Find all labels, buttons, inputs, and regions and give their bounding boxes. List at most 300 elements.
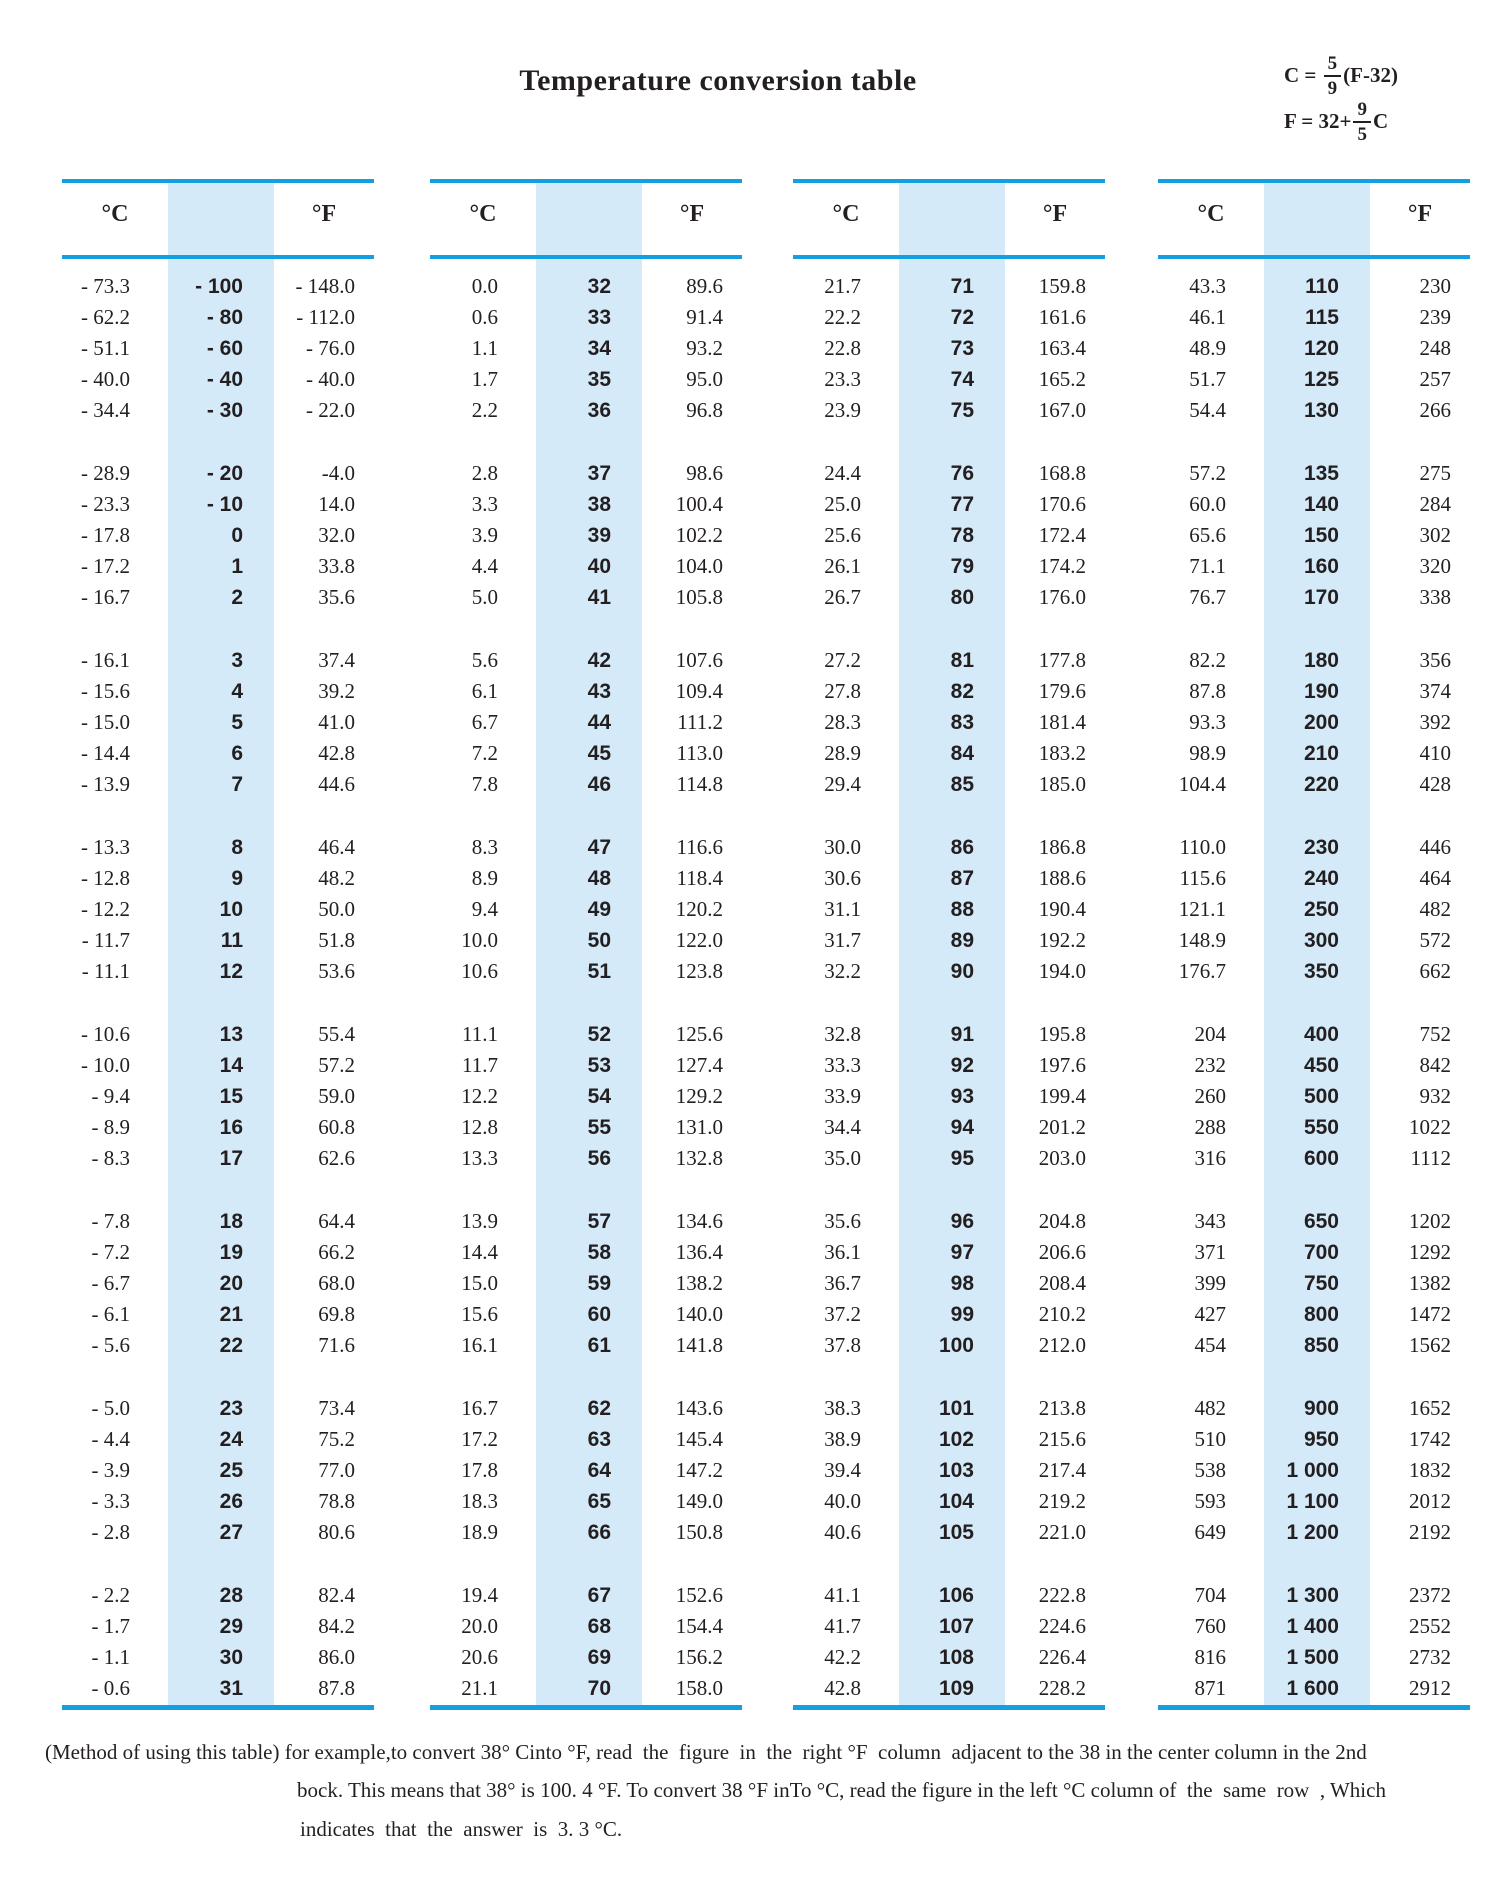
- cell-celsius: 37.2: [824, 1302, 861, 1326]
- cell-celsius: - 10.0: [81, 1053, 130, 1077]
- row-band: [793, 1019, 1105, 1174]
- cell-center-value: 28: [219, 1583, 243, 1607]
- cell-fahrenheit: 1562: [1409, 1333, 1451, 1357]
- cell-celsius: - 7.8: [91, 1209, 130, 1233]
- cell-fahrenheit: 208.4: [1038, 1271, 1086, 1295]
- cell-center-value: - 10: [206, 492, 243, 516]
- cell-celsius: 87.8: [1189, 679, 1226, 703]
- cell-center-value: 3: [231, 648, 243, 672]
- cell-fahrenheit: 752: [1419, 1022, 1451, 1046]
- table-row: [430, 489, 742, 520]
- cell-celsius: - 16.1: [81, 648, 130, 672]
- cell-center-value: 110: [1305, 274, 1339, 298]
- cell-center-value: 91: [950, 1022, 974, 1046]
- cell-fahrenheit: 266: [1419, 398, 1451, 422]
- cell-center-value: 14: [219, 1053, 243, 1077]
- table-row: [1158, 1673, 1470, 1704]
- cell-fahrenheit: 122.0: [675, 928, 723, 952]
- cell-center-value: 39: [587, 523, 611, 547]
- cell-celsius: 110.0: [1179, 835, 1226, 859]
- cell-celsius: 3.9: [471, 523, 498, 547]
- cell-center-value: 900: [1303, 1396, 1339, 1420]
- cell-center-value: 200: [1303, 710, 1339, 734]
- formula-c-from-f: [1284, 52, 1398, 98]
- table-row: [1158, 1112, 1470, 1143]
- cell-center-value: 63: [587, 1427, 611, 1451]
- row-band: [1158, 1393, 1470, 1548]
- table-row: [62, 1237, 374, 1268]
- cell-celsius: 24.4: [824, 461, 861, 485]
- table-row: [793, 769, 1105, 800]
- cell-fahrenheit: 57.2: [318, 1053, 355, 1077]
- cell-center-value: 59: [587, 1271, 611, 1295]
- cell-fahrenheit: 2192: [1409, 1520, 1451, 1544]
- table-row: [793, 271, 1105, 302]
- cell-celsius: 26.1: [824, 554, 861, 578]
- fraction-numerator: 5: [1324, 53, 1342, 77]
- cell-center-value: 51: [587, 959, 611, 983]
- cell-celsius: - 2.2: [91, 1583, 130, 1607]
- cell-fahrenheit: 179.6: [1038, 679, 1086, 703]
- cell-center-value: 25: [219, 1458, 243, 1482]
- cell-fahrenheit: 95.0: [686, 367, 723, 391]
- cell-fahrenheit: 123.8: [675, 959, 723, 983]
- cell-center-value: 180: [1303, 648, 1339, 672]
- cell-fahrenheit: 192.2: [1038, 928, 1086, 952]
- table-row: [793, 1019, 1105, 1050]
- cell-fahrenheit: 62.6: [318, 1146, 355, 1170]
- table-row: [430, 1330, 742, 1361]
- cell-fahrenheit: 33.8: [318, 554, 355, 578]
- cell-celsius: 121.1: [1178, 897, 1226, 921]
- cell-center-value: 19: [219, 1240, 243, 1264]
- cell-center-value: 72: [950, 305, 974, 329]
- table-row: [1158, 1299, 1470, 1330]
- cell-celsius: 76.7: [1189, 585, 1226, 609]
- cell-center-value: 12: [219, 959, 243, 983]
- cell-center-value: 20: [219, 1271, 243, 1295]
- cell-celsius: 260: [1194, 1084, 1226, 1108]
- cell-celsius: 593: [1194, 1489, 1226, 1513]
- cell-center-value: 32: [587, 274, 611, 298]
- table-row: [1158, 1019, 1470, 1050]
- formula-text: C: [1372, 108, 1389, 133]
- cell-celsius: 3.3: [471, 492, 498, 516]
- table-row: [430, 551, 742, 582]
- cell-center-value: 83: [950, 710, 974, 734]
- cell-center-value: 41: [587, 585, 611, 609]
- cell-fahrenheit: 138.2: [675, 1271, 723, 1295]
- cell-celsius: 19.4: [461, 1583, 498, 1607]
- cell-fahrenheit: 464: [1419, 866, 1451, 890]
- cell-fahrenheit: 168.8: [1038, 461, 1086, 485]
- cell-celsius: - 17.8: [81, 523, 130, 547]
- row-band: [793, 458, 1105, 613]
- cell-center-value: 24: [219, 1427, 243, 1451]
- cell-center-value: 79: [950, 554, 974, 578]
- cell-celsius: 12.8: [461, 1115, 498, 1139]
- cell-center-value: 108: [938, 1645, 974, 1669]
- cell-fahrenheit: 60.8: [318, 1115, 355, 1139]
- fraction-numerator: 9: [1353, 99, 1371, 123]
- cell-fahrenheit: 161.6: [1038, 305, 1086, 329]
- cell-celsius: 21.1: [461, 1676, 498, 1700]
- table-row: [430, 1237, 742, 1268]
- cell-center-value: 53: [587, 1053, 611, 1077]
- cell-celsius: 4.4: [471, 554, 498, 578]
- table-row: [430, 458, 742, 489]
- cell-celsius: - 10.6: [81, 1022, 130, 1046]
- table-row: [62, 1455, 374, 1486]
- table-row: [793, 1237, 1105, 1268]
- cell-center-value: 95: [950, 1146, 974, 1170]
- cell-fahrenheit: 131.0: [675, 1115, 723, 1139]
- cell-fahrenheit: 257: [1419, 367, 1451, 391]
- cell-celsius: 22.2: [824, 305, 861, 329]
- table-row: [1158, 520, 1470, 551]
- cell-celsius: 5.0: [471, 585, 498, 609]
- cell-celsius: - 0.6: [91, 1676, 130, 1700]
- table-row: [793, 1299, 1105, 1330]
- cell-celsius: 54.4: [1189, 398, 1226, 422]
- cell-celsius: 13.3: [461, 1146, 498, 1170]
- cell-fahrenheit: 446: [1419, 835, 1451, 859]
- cell-celsius: 288: [1194, 1115, 1226, 1139]
- table-row: [1158, 1455, 1470, 1486]
- cell-center-value: 27: [219, 1520, 243, 1544]
- cell-center-value: 67: [587, 1583, 611, 1607]
- cell-center-value: 73: [950, 336, 974, 360]
- cell-center-value: 71: [950, 274, 974, 298]
- rule-top: [1158, 179, 1470, 183]
- cell-celsius: 46.1: [1189, 305, 1226, 329]
- table-row: [430, 1393, 742, 1424]
- cell-center-value: 210: [1303, 741, 1339, 765]
- cell-fahrenheit: 572: [1419, 928, 1451, 952]
- cell-celsius: 6.7: [471, 710, 498, 734]
- row-band: [1158, 645, 1470, 800]
- cell-center-value: 1 200: [1286, 1520, 1339, 1544]
- cell-fahrenheit: 1022: [1409, 1115, 1451, 1139]
- cell-center-value: 85: [950, 772, 974, 796]
- cell-center-value: 90: [950, 959, 974, 983]
- cell-center-value: 65: [587, 1489, 611, 1513]
- table-row: [430, 1424, 742, 1455]
- footer-line-1: (Method of using this table) for example,to convert 38° Cinto °F, read the figure in the right °F column adjacent to the 38 in the center column in the 2nd: [45, 1740, 1367, 1764]
- conversion-formulas: [1284, 52, 1398, 144]
- cell-center-value: 9: [231, 866, 243, 890]
- cell-center-value: 103: [938, 1458, 974, 1482]
- row-band: [430, 1580, 742, 1704]
- table-row: [793, 1393, 1105, 1424]
- footer-line-2: bock. This means that 38° is 100. 4 °F. To convert 38 °F inTo °C, read the figure in the left °C column of the same row , Which: [297, 1778, 1386, 1802]
- cell-center-value: 62: [587, 1396, 611, 1420]
- conversion-group: [62, 179, 374, 1710]
- cell-fahrenheit: 177.8: [1038, 648, 1086, 672]
- table-row: [62, 676, 374, 707]
- cell-celsius: 35.0: [824, 1146, 861, 1170]
- table-row: [430, 1019, 742, 1050]
- cell-celsius: 98.9: [1189, 741, 1226, 765]
- cell-celsius: - 15.0: [81, 710, 130, 734]
- cell-fahrenheit: 143.6: [675, 1396, 723, 1420]
- table-row: [430, 1486, 742, 1517]
- row-band: [1158, 271, 1470, 426]
- cell-center-value: 38: [587, 492, 611, 516]
- cell-fahrenheit: 195.8: [1038, 1022, 1086, 1046]
- cell-fahrenheit: 50.0: [318, 897, 355, 921]
- cell-fahrenheit: 89.6: [686, 274, 723, 298]
- row-band: [1158, 832, 1470, 987]
- cell-center-value: 42: [587, 648, 611, 672]
- cell-center-value: 40: [587, 554, 611, 578]
- table-row: [1158, 1486, 1470, 1517]
- cell-fahrenheit: 53.6: [318, 959, 355, 983]
- cell-celsius: 16.1: [461, 1333, 498, 1357]
- cell-celsius: 25.6: [824, 523, 861, 547]
- table-row: [62, 582, 374, 613]
- cell-fahrenheit: 206.6: [1038, 1240, 1086, 1264]
- cell-fahrenheit: 239: [1419, 305, 1451, 329]
- cell-center-value: 1 500: [1286, 1645, 1339, 1669]
- cell-center-value: 11: [220, 928, 243, 952]
- cell-fahrenheit: 2732: [1409, 1645, 1451, 1669]
- table-row: [62, 1580, 374, 1611]
- cell-fahrenheit: 100.4: [675, 492, 723, 516]
- cell-fahrenheit: 170.6: [1038, 492, 1086, 516]
- cell-celsius: 10.6: [461, 959, 498, 983]
- cell-center-value: 0: [231, 523, 243, 547]
- table-row: [430, 925, 742, 956]
- cell-center-value: 92: [950, 1053, 974, 1077]
- cell-fahrenheit: 194.0: [1038, 959, 1086, 983]
- row-band: [430, 1019, 742, 1174]
- table-row: [62, 894, 374, 925]
- table-row: [62, 395, 374, 426]
- cell-celsius: 93.3: [1189, 710, 1226, 734]
- cell-celsius: 11.7: [462, 1053, 498, 1077]
- cell-celsius: 37.8: [824, 1333, 861, 1357]
- cell-celsius: 316: [1194, 1146, 1226, 1170]
- cell-celsius: - 51.1: [81, 336, 130, 360]
- table-row: [793, 1268, 1105, 1299]
- cell-center-value: 104: [938, 1489, 974, 1513]
- row-band: [793, 271, 1105, 426]
- cell-celsius: 12.2: [461, 1084, 498, 1108]
- cell-fahrenheit: 140.0: [675, 1302, 723, 1326]
- table-row: [1158, 925, 1470, 956]
- table-row: [430, 1143, 742, 1174]
- cell-celsius: - 13.9: [81, 772, 130, 796]
- cell-celsius: 9.4: [471, 897, 498, 921]
- cell-celsius: 35.6: [824, 1209, 861, 1233]
- cell-center-value: 61: [587, 1333, 611, 1357]
- fraction-denominator: 9: [1327, 77, 1338, 99]
- row-band: [793, 1206, 1105, 1361]
- cell-center-value: 13: [219, 1022, 243, 1046]
- cell-celsius: 31.7: [824, 928, 861, 952]
- table-row: [430, 1580, 742, 1611]
- cell-center-value: 77: [950, 492, 974, 516]
- table-row: [1158, 1517, 1470, 1548]
- cell-fahrenheit: 14.0: [318, 492, 355, 516]
- cell-center-value: 700: [1303, 1240, 1339, 1264]
- cell-fahrenheit: 42.8: [318, 741, 355, 765]
- cell-fahrenheit: 93.2: [686, 336, 723, 360]
- cell-celsius: 15.0: [461, 1271, 498, 1295]
- table-row: [62, 271, 374, 302]
- row-band: [62, 1206, 374, 1361]
- cell-center-value: 60: [587, 1302, 611, 1326]
- table-row: [62, 364, 374, 395]
- cell-fahrenheit: 78.8: [318, 1489, 355, 1513]
- cell-center-value: 69: [587, 1645, 611, 1669]
- cell-center-value: 115: [1305, 305, 1339, 329]
- table-row: [1158, 1611, 1470, 1642]
- cell-fahrenheit: 174.2: [1038, 554, 1086, 578]
- table-row: [1158, 769, 1470, 800]
- cell-center-value: 58: [587, 1240, 611, 1264]
- cell-fahrenheit: 2012: [1409, 1489, 1451, 1513]
- cell-celsius: 36.1: [824, 1240, 861, 1264]
- cell-center-value: 150: [1303, 523, 1339, 547]
- conversion-group: [793, 179, 1105, 1710]
- cell-fahrenheit: 410: [1419, 741, 1451, 765]
- table-row: [430, 676, 742, 707]
- header-celsius: °C: [101, 201, 129, 227]
- cell-center-value: 300: [1303, 928, 1339, 952]
- cell-celsius: 28.3: [824, 710, 861, 734]
- cell-fahrenheit: 181.4: [1038, 710, 1086, 734]
- cell-center-value: 350: [1303, 959, 1339, 983]
- table-row: [793, 925, 1105, 956]
- cell-fahrenheit: 165.2: [1038, 367, 1086, 391]
- cell-fahrenheit: 217.4: [1038, 1458, 1086, 1482]
- cell-center-value: 45: [587, 741, 611, 765]
- cell-center-value: 1 000: [1286, 1458, 1339, 1482]
- cell-celsius: 20.6: [461, 1645, 498, 1669]
- cell-center-value: 22: [219, 1333, 243, 1357]
- cell-center-value: 950: [1303, 1427, 1339, 1451]
- table-row: [430, 1050, 742, 1081]
- cell-center-value: 78: [950, 523, 974, 547]
- cell-fahrenheit: 226.4: [1038, 1645, 1086, 1669]
- row-band: [62, 458, 374, 613]
- cell-celsius: 399: [1194, 1271, 1226, 1295]
- cell-fahrenheit: 44.6: [318, 772, 355, 796]
- cell-center-value: 56: [587, 1146, 611, 1170]
- cell-fahrenheit: 190.4: [1038, 897, 1086, 921]
- cell-fahrenheit: - 76.0: [306, 336, 355, 360]
- cell-fahrenheit: 96.8: [686, 398, 723, 422]
- cell-center-value: 101: [938, 1396, 974, 1420]
- cell-celsius: 8.9: [471, 866, 498, 890]
- cell-celsius: - 23.3: [81, 492, 130, 516]
- cell-center-value: 96: [950, 1209, 974, 1233]
- cell-fahrenheit: 145.4: [675, 1427, 723, 1451]
- cell-celsius: 65.6: [1189, 523, 1226, 547]
- cell-center-value: 76: [950, 461, 974, 485]
- cell-fahrenheit: 1202: [1409, 1209, 1451, 1233]
- cell-celsius: 15.6: [461, 1302, 498, 1326]
- cell-celsius: - 1.1: [91, 1645, 130, 1669]
- cell-celsius: 148.9: [1178, 928, 1226, 952]
- row-band: [62, 1019, 374, 1174]
- cell-center-value: 94: [950, 1115, 974, 1139]
- table-row: [1158, 1081, 1470, 1112]
- table-row: [430, 582, 742, 613]
- cell-celsius: 343: [1194, 1209, 1226, 1233]
- cell-center-value: 1 100: [1286, 1489, 1339, 1513]
- cell-fahrenheit: 219.2: [1038, 1489, 1086, 1513]
- cell-center-value: 109: [938, 1676, 974, 1700]
- cell-center-value: 135: [1303, 461, 1339, 485]
- row-band: [793, 1393, 1105, 1548]
- table-row: [793, 1486, 1105, 1517]
- header-fahrenheit: °F: [1407, 201, 1433, 227]
- cell-fahrenheit: 230: [1419, 274, 1451, 298]
- cell-celsius: 454: [1194, 1333, 1226, 1357]
- cell-celsius: 23.9: [824, 398, 861, 422]
- table-row: [430, 1517, 742, 1548]
- cell-celsius: - 3.9: [91, 1458, 130, 1482]
- row-band: [62, 645, 374, 800]
- cell-fahrenheit: 356: [1419, 648, 1451, 672]
- rule-bottom: [793, 1705, 1105, 1710]
- row-band: [430, 1393, 742, 1548]
- table-row: [793, 1424, 1105, 1455]
- row-band: [62, 271, 374, 426]
- table-row: [793, 1206, 1105, 1237]
- header-celsius: °C: [832, 201, 860, 227]
- cell-celsius: 704: [1194, 1583, 1226, 1607]
- cell-center-value: 93: [950, 1084, 974, 1108]
- cell-fahrenheit: 2552: [1409, 1614, 1451, 1638]
- cell-center-value: 1 600: [1286, 1676, 1339, 1700]
- cell-center-value: 170: [1303, 585, 1339, 609]
- cell-celsius: - 12.2: [81, 897, 130, 921]
- cell-celsius: 871: [1194, 1676, 1226, 1700]
- rule-header: [1158, 255, 1470, 259]
- table-row: [1158, 645, 1470, 676]
- cell-center-value: 44: [587, 710, 611, 734]
- cell-celsius: 27.2: [824, 648, 861, 672]
- cell-celsius: - 5.0: [91, 1396, 130, 1420]
- cell-fahrenheit: 932: [1419, 1084, 1451, 1108]
- header-celsius: °C: [469, 201, 497, 227]
- cell-celsius: 649: [1194, 1520, 1226, 1544]
- cell-fahrenheit: 149.0: [675, 1489, 723, 1513]
- cell-celsius: 1.1: [471, 336, 498, 360]
- cell-celsius: - 8.3: [91, 1146, 130, 1170]
- group-rows: [793, 271, 1105, 1704]
- table-row: [1158, 956, 1470, 987]
- cell-celsius: 13.9: [461, 1209, 498, 1233]
- cell-celsius: - 11.7: [81, 928, 130, 952]
- cell-center-value: 600: [1303, 1146, 1339, 1170]
- cell-fahrenheit: 215.6: [1038, 1427, 1086, 1451]
- cell-fahrenheit: 109.4: [675, 679, 723, 703]
- cell-celsius: 40.6: [824, 1520, 861, 1544]
- table-row: [430, 1455, 742, 1486]
- cell-celsius: 2.8: [471, 461, 498, 485]
- cell-celsius: 23.3: [824, 367, 861, 391]
- cell-center-value: 1 400: [1286, 1614, 1339, 1638]
- cell-center-value: 140: [1303, 492, 1339, 516]
- cell-fahrenheit: 73.4: [318, 1396, 355, 1420]
- cell-celsius: 42.8: [824, 1676, 861, 1700]
- table-row: [1158, 1237, 1470, 1268]
